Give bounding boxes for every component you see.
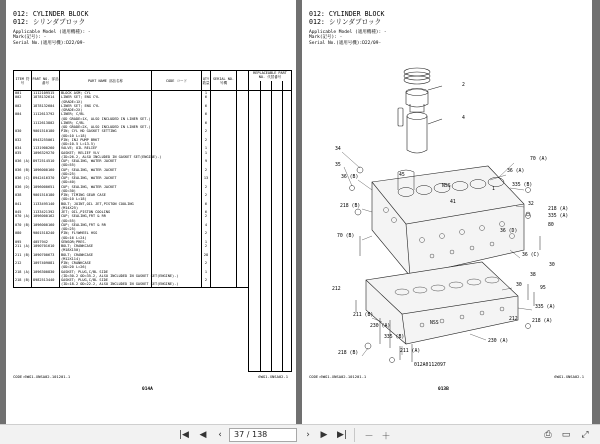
col-item: ITEM 符号 <box>14 71 32 91</box>
col-replaceable: REPLACEABLE PART NO. 代替番号 <box>249 71 291 91</box>
cell-part-name: (ID=26.2, ALSO INCLUDED IN GASKET SET(ENGINE).) <box>61 154 162 159</box>
cell-part-name: CUP; SEALING, WATER JACKET <box>60 168 152 172</box>
last-page-icon[interactable]: ▶| <box>337 430 347 440</box>
callout-label: 335 (A) <box>548 214 569 219</box>
cell-item: 034 <box>14 146 32 150</box>
cell-item: 030 <box>14 129 32 133</box>
cell-extra <box>237 282 249 287</box>
cell-part-name: BOLT; CRANKCASE <box>60 244 152 248</box>
cell-item: 211 (B) <box>15 252 30 257</box>
cell-item <box>14 282 32 287</box>
cell-part-name: (M12X114) <box>60 257 152 261</box>
footer-code: CODE:6WG1-XNSA02-101201-1 <box>309 374 367 379</box>
cell-part-name: (ID=30.2 OD=35.2, ALSO INCLUDED IN GASKET SET(ENGINE).) <box>61 273 179 278</box>
cell-part-name: PIN; FLYWHEEL HSG <box>60 231 152 235</box>
cell-part-no: 1097409081 <box>32 261 60 265</box>
cell-item: 218 (A) <box>15 269 30 274</box>
callout-label: 36 (A) <box>507 169 525 174</box>
cell-item: 036 (B) <box>15 167 30 172</box>
cell-item: 002 <box>14 104 32 108</box>
cell-qty: 1 <box>202 270 211 274</box>
callout-label: 211 (A) <box>400 349 421 354</box>
first-page-icon[interactable]: |◀ <box>179 430 189 440</box>
cell-qty: 9 <box>202 159 211 163</box>
cell-qty: 2 <box>202 261 211 265</box>
cell-qty: 6 <box>202 112 211 116</box>
cell-part-name: (OD=20 L=26) <box>60 265 152 269</box>
total-pages: / 138 <box>246 430 268 439</box>
footer-code-right: 6WG1-XNSA02-1 <box>258 374 288 379</box>
prev-page-icon[interactable]: ◀ <box>199 430 207 440</box>
cell-part-no: 9001518240 <box>32 231 60 235</box>
callout-label: 35 <box>335 163 341 168</box>
cell-item: 035 <box>14 151 32 155</box>
callout-label: 70 (B) <box>337 234 355 239</box>
callout-label: 45 <box>399 173 405 178</box>
cell-part-name: (OD=30) <box>60 189 152 193</box>
cell-item: 218 (B) <box>15 278 30 282</box>
next-page-small-icon[interactable]: › <box>306 430 310 440</box>
cell-part-name: (OD=10.5 L=13.5) <box>60 142 152 146</box>
cell-item: 001 <box>14 91 32 96</box>
cell-part-no: 1133421392 <box>32 210 60 214</box>
cell-part-name: GASKET; PLUG,C/BL SIDE <box>60 278 152 282</box>
cell-part-no: 8982513440 <box>32 278 60 282</box>
prev-page-small-icon[interactable]: ‹ <box>218 430 222 440</box>
fullscreen-icon[interactable]: ⤢ <box>581 430 589 440</box>
cell-item: 038 <box>14 193 32 197</box>
callout-label: 41 <box>450 200 456 205</box>
callout-label: 335 (A) <box>535 305 556 310</box>
cell-part-name: PIN; INJ PUMP BRKT <box>60 138 152 142</box>
next-page-icon[interactable]: ▶ <box>320 430 328 440</box>
callout-label: 1 <box>492 187 495 192</box>
footer-code: CODE:6WG1-XNSA02-101201-1 <box>13 374 71 379</box>
cell-qty <box>202 282 211 287</box>
cell-item: 211 (A) <box>15 244 30 248</box>
callout-label: 335 (B) <box>512 183 533 188</box>
cell-qty: 28 <box>202 253 211 257</box>
replaceable-columns <box>248 70 292 372</box>
cell-part-name: (OD=40) <box>60 180 152 184</box>
cell-item: 070 (A) <box>15 214 30 219</box>
cell-part-no: 1112613802 <box>32 121 60 125</box>
callout-label: 36 (C) <box>522 253 540 258</box>
fit-page-icon[interactable]: ▭ <box>561 430 571 440</box>
cell-part-name: GASKET; RELIEF VLV <box>60 151 152 155</box>
callout-label: 335 (B) <box>384 335 405 340</box>
cell-part-no: 1096000160 <box>32 168 60 172</box>
cell-part-name: CUP; SEALING, WATER JACKET <box>60 159 152 163</box>
serial-no: Serial No.(適用号機):D22/09- <box>13 40 86 46</box>
cell-part-no: 1878132604 <box>32 104 60 108</box>
cell-item: 095 <box>14 240 32 244</box>
cell-part-no: 1112109515 <box>32 91 60 96</box>
cell-part-no: 1096000651 <box>32 185 60 189</box>
callout-label: 36 (B) <box>341 175 359 180</box>
cell-part-no: 1090701610 <box>32 244 60 248</box>
cell-qty: 2 <box>202 138 211 142</box>
cell-qty: 1 <box>202 146 211 150</box>
cell-part-name: PIN; CRANKCASE <box>60 261 152 265</box>
cell-qty: 6 <box>202 121 211 125</box>
viewer-toolbar <box>0 424 600 444</box>
cell-part-name: CUP; SEALING,FRT & RR <box>60 214 152 218</box>
exploded-diagram <box>302 0 592 424</box>
callout-label: 212 <box>509 317 518 322</box>
zoom-in-icon[interactable]: ＋ <box>381 431 391 442</box>
footer-code-right: 6WG1-XNSA02-1 <box>554 374 584 379</box>
cell-qty: 1 <box>202 91 211 96</box>
callout-label: 34 <box>335 147 341 152</box>
callout-label: 218 (B) <box>340 204 361 209</box>
cell-part-name: LINER SET; ENG CYL <box>60 95 152 99</box>
cell-qty: 13 <box>202 176 211 180</box>
cell-item: 036 (A) <box>15 159 30 163</box>
cell-qty: 6 <box>202 202 211 206</box>
cell-part-no: 9001510180 <box>32 193 60 197</box>
cell-part-name: PIN; TIMING GEAR CASE <box>60 193 152 197</box>
page-number-input[interactable] <box>229 428 297 442</box>
cell-item: 002 <box>14 95 32 99</box>
cell-qty: 2 <box>202 129 211 133</box>
cell-part-name: (OD=10 L=18) <box>60 134 152 138</box>
callout-label: 212 <box>332 287 341 292</box>
cell-part-name: JET; OIL,PISTON COOLING <box>60 210 152 214</box>
applicable-model: Applicable Model (適用機種): - <box>309 30 387 36</box>
cell-qty: 6 <box>202 104 211 108</box>
title-jp: 012: シリンダブロック <box>309 17 382 26</box>
callout-label: 2 <box>462 83 465 88</box>
cell-part-no: 1096000162 <box>32 214 60 218</box>
cell-part-no: 1096329270 <box>32 151 60 155</box>
serial-no: Serial No.(適用号機):D22/09- <box>309 40 382 46</box>
cell-part-no <box>32 282 60 287</box>
cell-part-no: 4057942 <box>32 240 60 244</box>
callout-label: 30 <box>549 263 555 268</box>
cell-item: 032 <box>14 138 32 142</box>
cell-item: 041 <box>14 202 32 206</box>
col-serial: SERIAL NO. 号機 <box>211 71 237 91</box>
cell-item: 080 <box>14 231 32 235</box>
callout-label: 38 <box>530 273 536 278</box>
page-label: 014A <box>142 387 153 392</box>
callout-label: 32 <box>528 202 534 207</box>
cell-part-no: 8943255061 <box>32 138 60 142</box>
cell-part-no: 8972514510 <box>32 159 60 163</box>
cell-serial <box>211 282 237 287</box>
callout-label: 218 (A) <box>548 207 569 212</box>
cell-part-name: GASKET; PLUG,C/BL SIDE <box>60 270 152 274</box>
cell-part-name: CUP; SEALING,FRT & RR <box>60 223 152 227</box>
cell-part-no: 1096300830 <box>32 270 60 274</box>
col-extra <box>237 71 249 91</box>
cell-item: 045 <box>14 210 32 214</box>
cell-part-no: 1131900260 <box>32 146 60 150</box>
title-jp: 012: シリンダブロック <box>13 17 86 26</box>
callout-label: 230 (A) <box>488 339 509 344</box>
right-page <box>302 0 592 424</box>
cell-qty: 2 <box>202 214 211 218</box>
cell-part-no: 8942416370 <box>32 176 60 180</box>
cell-qty: 1 <box>202 151 211 155</box>
cell-part-name: BOLT; CRANKCASE <box>60 253 152 257</box>
cell-part-no: 1112613792 <box>32 112 60 116</box>
left-page-header <box>13 11 91 46</box>
cell-part-name: VALVE; OIL RELIEF <box>60 146 152 150</box>
cell-qty: 2 <box>202 193 211 197</box>
cell-item: 036 (D) <box>15 184 30 189</box>
cell-part-name: LINER; C/BL <box>60 121 152 125</box>
callout-label: NSS <box>430 321 439 326</box>
cell-part-name: CUP; SEALING, WATER JACKET <box>60 185 152 189</box>
cell-part-no: 1096000160 <box>32 223 60 227</box>
col-part-no: PART NO. 部品番号 <box>32 71 60 91</box>
callout-label: 80 <box>548 223 554 228</box>
cell-part-no: 1133495140 <box>32 202 60 206</box>
mark: Mark(記号): - <box>309 35 343 41</box>
title-en: 012: CYLINDER BLOCK <box>13 10 89 18</box>
page-label: 013B <box>438 387 449 392</box>
col-part-name: PART NAME 部品名称 <box>60 71 152 91</box>
cell-part-no: 1878132614 <box>32 95 60 99</box>
cell-part-name: (OD=25) <box>60 227 152 231</box>
cell-qty: 4 <box>202 223 211 227</box>
callout-label: 012A0112097 <box>414 363 446 368</box>
callout-label: 36 (D) <box>500 229 518 234</box>
cell-part-name: (OD=55) <box>60 163 152 167</box>
cell-qty: 2 <box>202 185 211 189</box>
cell-part-name: (GRADE=2X) <box>60 108 152 112</box>
cell-part-name: (OD GRADE=1X, ALSO INCLUDED IN LINER SET.) <box>61 116 151 121</box>
title-en: 012: CYLINDER BLOCK <box>309 10 385 18</box>
cell-part-name: (M14X25) <box>60 206 152 210</box>
callout-label: 30 <box>516 283 522 288</box>
cell-qty: 2 <box>202 278 211 282</box>
cell-part-name: (OD GRADE=2X, ALSO INCLUDED IN LINER SET.) <box>61 125 151 129</box>
print-icon[interactable]: ⎙ <box>544 430 552 440</box>
left-page <box>6 0 296 424</box>
callout-label: 95 <box>540 286 546 291</box>
cell-part-no: 9001510180 <box>32 129 60 133</box>
cell-qty: 6 <box>202 210 211 214</box>
cell-part-name: (GRADE=1X) <box>60 100 152 104</box>
table-row <box>14 282 249 287</box>
col-qty: QTY 数量 <box>202 71 211 91</box>
cell-part-name: BLOCK ASM; CYL <box>60 91 152 96</box>
cell-item: 036 (C) <box>15 176 30 180</box>
cell-part-name: SENSOR;PRES. <box>60 240 152 244</box>
cell-qty: 6 <box>202 95 211 99</box>
cell-part-name: (OD=10 L=18) <box>60 197 152 201</box>
cell-qty: 2 <box>202 231 211 235</box>
callout-label: 70 (A) <box>530 157 548 162</box>
cell-part-name: (OD=55) <box>60 219 152 223</box>
cell-part-name: LINER; C/BL <box>60 112 152 116</box>
cell-part-name: LINER SET; ENG CYL <box>60 104 152 108</box>
applicable-model: Applicable Model (適用機種): - <box>13 30 91 36</box>
cell-item: 212 <box>14 261 32 265</box>
cell-part-name: (OD=16 L=24) <box>60 236 152 240</box>
callout-label: 4 <box>462 116 465 121</box>
col-code: CODE コード <box>152 71 202 91</box>
cell-part-name: CUP; SEALING, WATER JACKET <box>60 176 152 180</box>
cell-qty: 1 <box>202 240 211 244</box>
callout-label: 211 (B) <box>353 313 374 318</box>
cell-part-name: (OD=25) <box>60 172 152 176</box>
callout-label: 218 (B) <box>338 351 359 356</box>
cell-qty: 2 <box>202 244 211 248</box>
cell-item: 004 <box>14 112 32 116</box>
cell-part-name: (M18X150) <box>60 248 152 252</box>
cell-part-name: (ID=18.2 OD=22.2, ALSO INCLUDED IN GASKET SET(ENGINE).) <box>61 282 179 287</box>
cell-part-name: PIN; CYL HD GASKET SETTING <box>60 129 152 133</box>
cell-qty: 2 <box>202 168 211 172</box>
callout-label: 230 (A) <box>370 324 391 329</box>
mark: Mark(記号): - <box>13 35 47 41</box>
current-page: 37 <box>234 430 245 439</box>
cell-part-no: 1090700673 <box>32 253 60 257</box>
callout-label: NSS <box>442 184 451 189</box>
callout-label: 218 (A) <box>532 319 553 324</box>
cell-part-name: BOLT; JOINT,OIL JET,PISTON COOLING <box>60 202 152 206</box>
cell-item: 070 (B) <box>15 222 30 227</box>
zoom-out-icon[interactable]: － <box>364 431 374 442</box>
parts-table <box>13 70 249 288</box>
